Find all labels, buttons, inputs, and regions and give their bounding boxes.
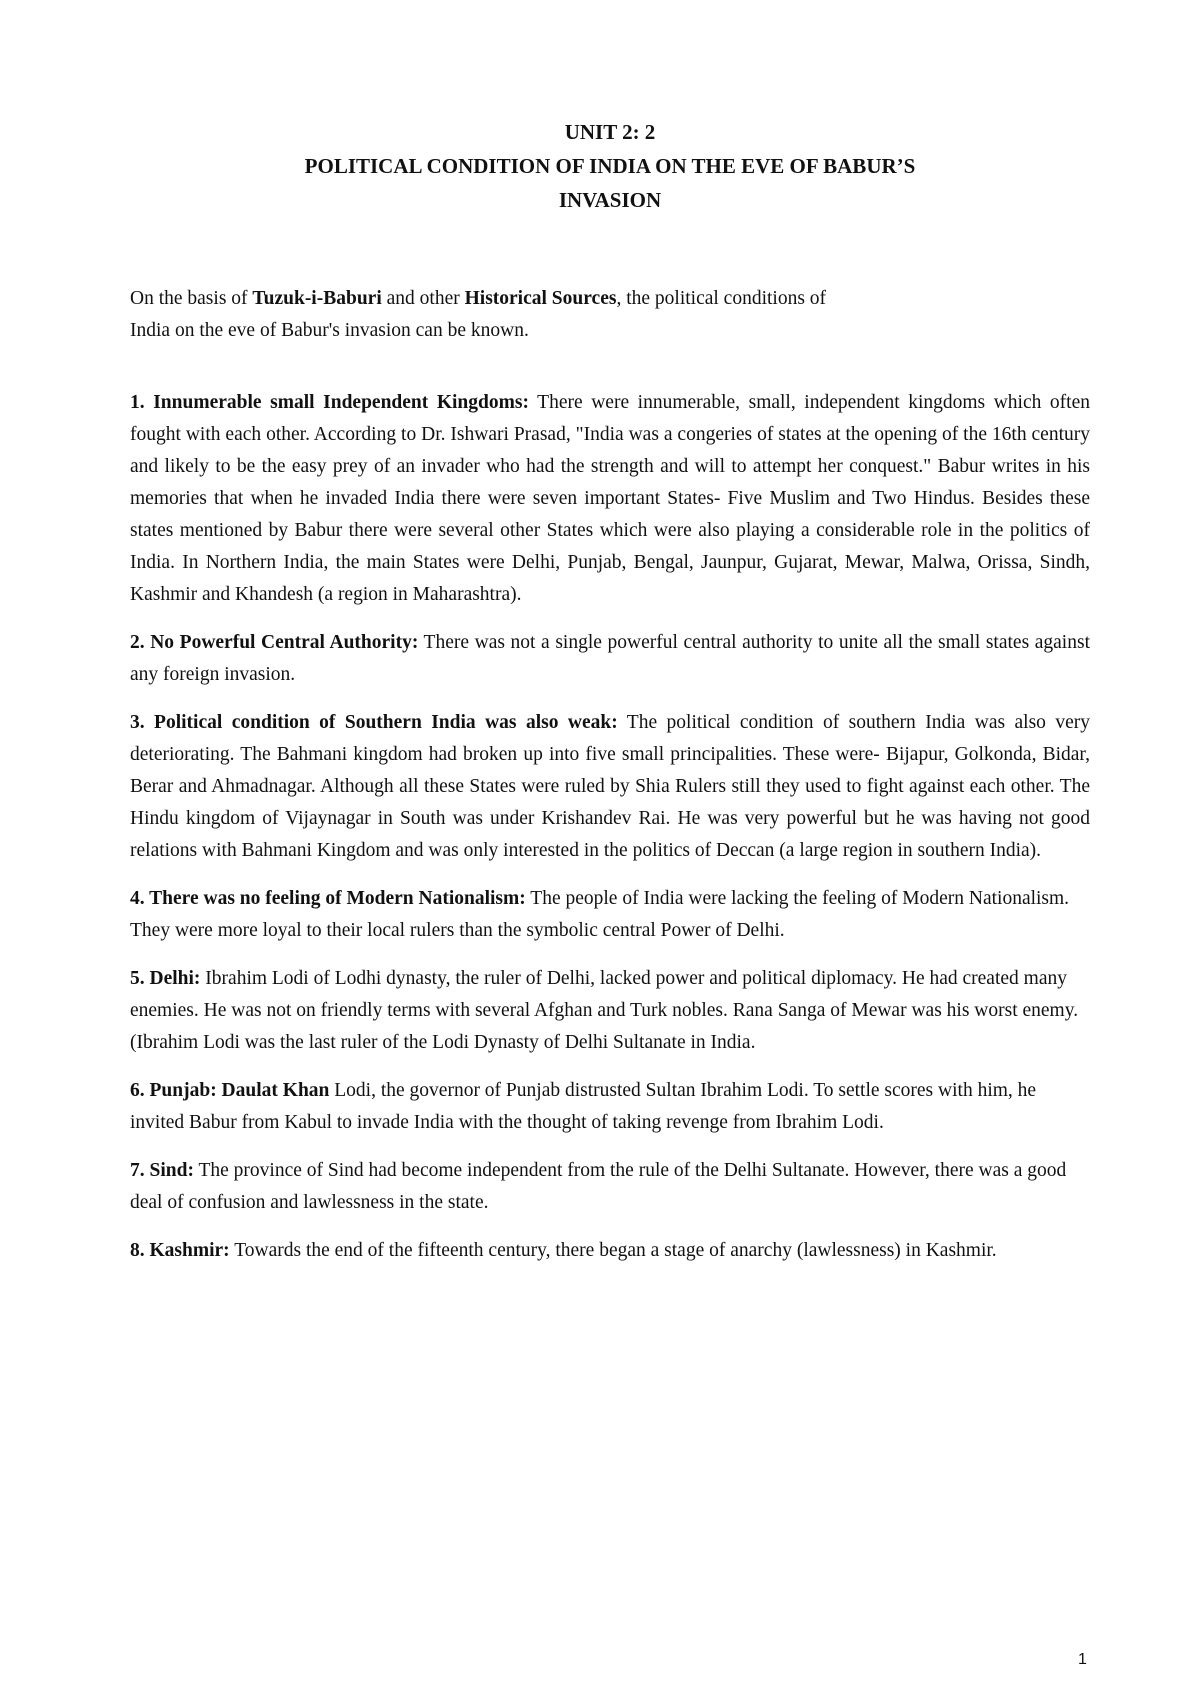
- section-heading: 8. Kashmir:: [130, 1240, 230, 1261]
- source-name: Tuzuk-i-Baburi: [252, 288, 382, 309]
- intro-text: India on the eve of Babur's invasion can be known.: [130, 320, 529, 341]
- section-heading: 7. Sind:: [130, 1160, 194, 1181]
- intro-text: On the basis of: [130, 288, 253, 309]
- intro-paragraph: [130, 283, 1090, 347]
- section-heading: 6. Punjab: Daulat Khan: [130, 1080, 330, 1101]
- section-text: Ibrahim Lodi of Lodhi dynasty, the ruler of Delhi, lacked power and political diplomacy. He had created many enemies. He was not on friendly terms with several Afghan and Turk nobles. Rana Sanga of Mewar was his worst enemy. (Ibrahim Lodi was the last ruler of the Lodi Dynasty of Delhi Sultanate in India.: [130, 968, 1079, 1053]
- section-paragraph: [130, 707, 1090, 867]
- section-text: Towards the end of the fifteenth century, there began a stage of anarchy (lawlessness) in Kashmir.: [229, 1240, 997, 1261]
- unit-label: UNIT 2: 2: [564, 120, 656, 144]
- section-heading: 5. Delhi:: [130, 968, 201, 989]
- section-paragraph: [130, 1075, 1090, 1139]
- section-heading: 1. Innumerable small Independent Kingdoms:: [130, 392, 529, 413]
- section-paragraph: [130, 1235, 1090, 1267]
- document-title: [130, 115, 1090, 217]
- page-number: 1: [1078, 1651, 1087, 1668]
- section-text: Lodi, the governor of Punjab distrusted Sultan Ibrahim Lodi. To settle scores with him, he invited Babur from Kabul to invade India with the thought of taking revenge from Ibrahim Lodi.: [130, 1080, 1037, 1133]
- title-line: POLITICAL CONDITION OF INDIA ON THE EVE OF BABUR’S: [304, 154, 916, 178]
- section-text: There were innumerable, small, independent kingdoms which often fought with each other. According to Dr. Ishwari Prasad, "India was a congeries of states at the opening of the 16th century and likely to be the easy prey of an invader who had the strength and will to attempt her conquest." Babur writes in his memories that when he invaded India there were seven important States- Five Muslim and Two Hindus. Besides these states mentioned by Babur there were several other States which were also playing a considerable role in the politics of India. In Northern India, the main States were Delhi, Punjab, Bengal, Jaunpur, Gujarat, Mewar, Malwa, Orissa, Sindh, Kashmir and Khandesh (a region in Maharashtra).: [130, 392, 1090, 605]
- section-paragraph: [130, 1155, 1090, 1219]
- section-heading: 4. There was no feeling of Modern Nationalism:: [130, 888, 526, 909]
- section-text: The province of Sind had become independent from the rule of the Delhi Sultanate. However, there was a good deal of confusion and lawlessness in the state.: [130, 1160, 1067, 1213]
- section-paragraph: [130, 627, 1090, 691]
- section-paragraph: [130, 963, 1090, 1059]
- section-text: The political condition of southern India was also very deteriorating. The Bahmani kingdom had broken up into five small principalities. These were- Bijapur, Golkonda, Bidar, Berar and Ahmadnagar. Although all these States were ruled by Shia Rulers still they used to fight against each other. The Hindu kingdom of Vijaynagar in South was under Krishandev Rai. He was very powerful but he was having not good relations with Bahmani Kingdom and was only interested in the politics of Deccan (a large region in southern India).: [130, 712, 1090, 861]
- intro-text: , the political conditions of: [616, 288, 827, 309]
- section-paragraph: [130, 387, 1090, 611]
- section-text: There was not a single powerful central authority to unite all the small states against any foreign invasion.: [130, 632, 1090, 685]
- source-name: Historical Sources: [464, 288, 617, 309]
- title-line: INVASION: [558, 188, 662, 212]
- document-body: [130, 283, 1090, 1283]
- section-heading: 2. No Powerful Central Authority:: [130, 632, 419, 653]
- section-text: The people of India were lacking the feeling of Modern Nationalism. They were more loyal to their local rulers than the symbolic central Power of Delhi.: [130, 888, 1070, 941]
- intro-text: and other: [381, 288, 465, 309]
- section-paragraph: [130, 883, 1090, 947]
- section-heading: 3. Political condition of Southern India was also weak:: [130, 712, 618, 733]
